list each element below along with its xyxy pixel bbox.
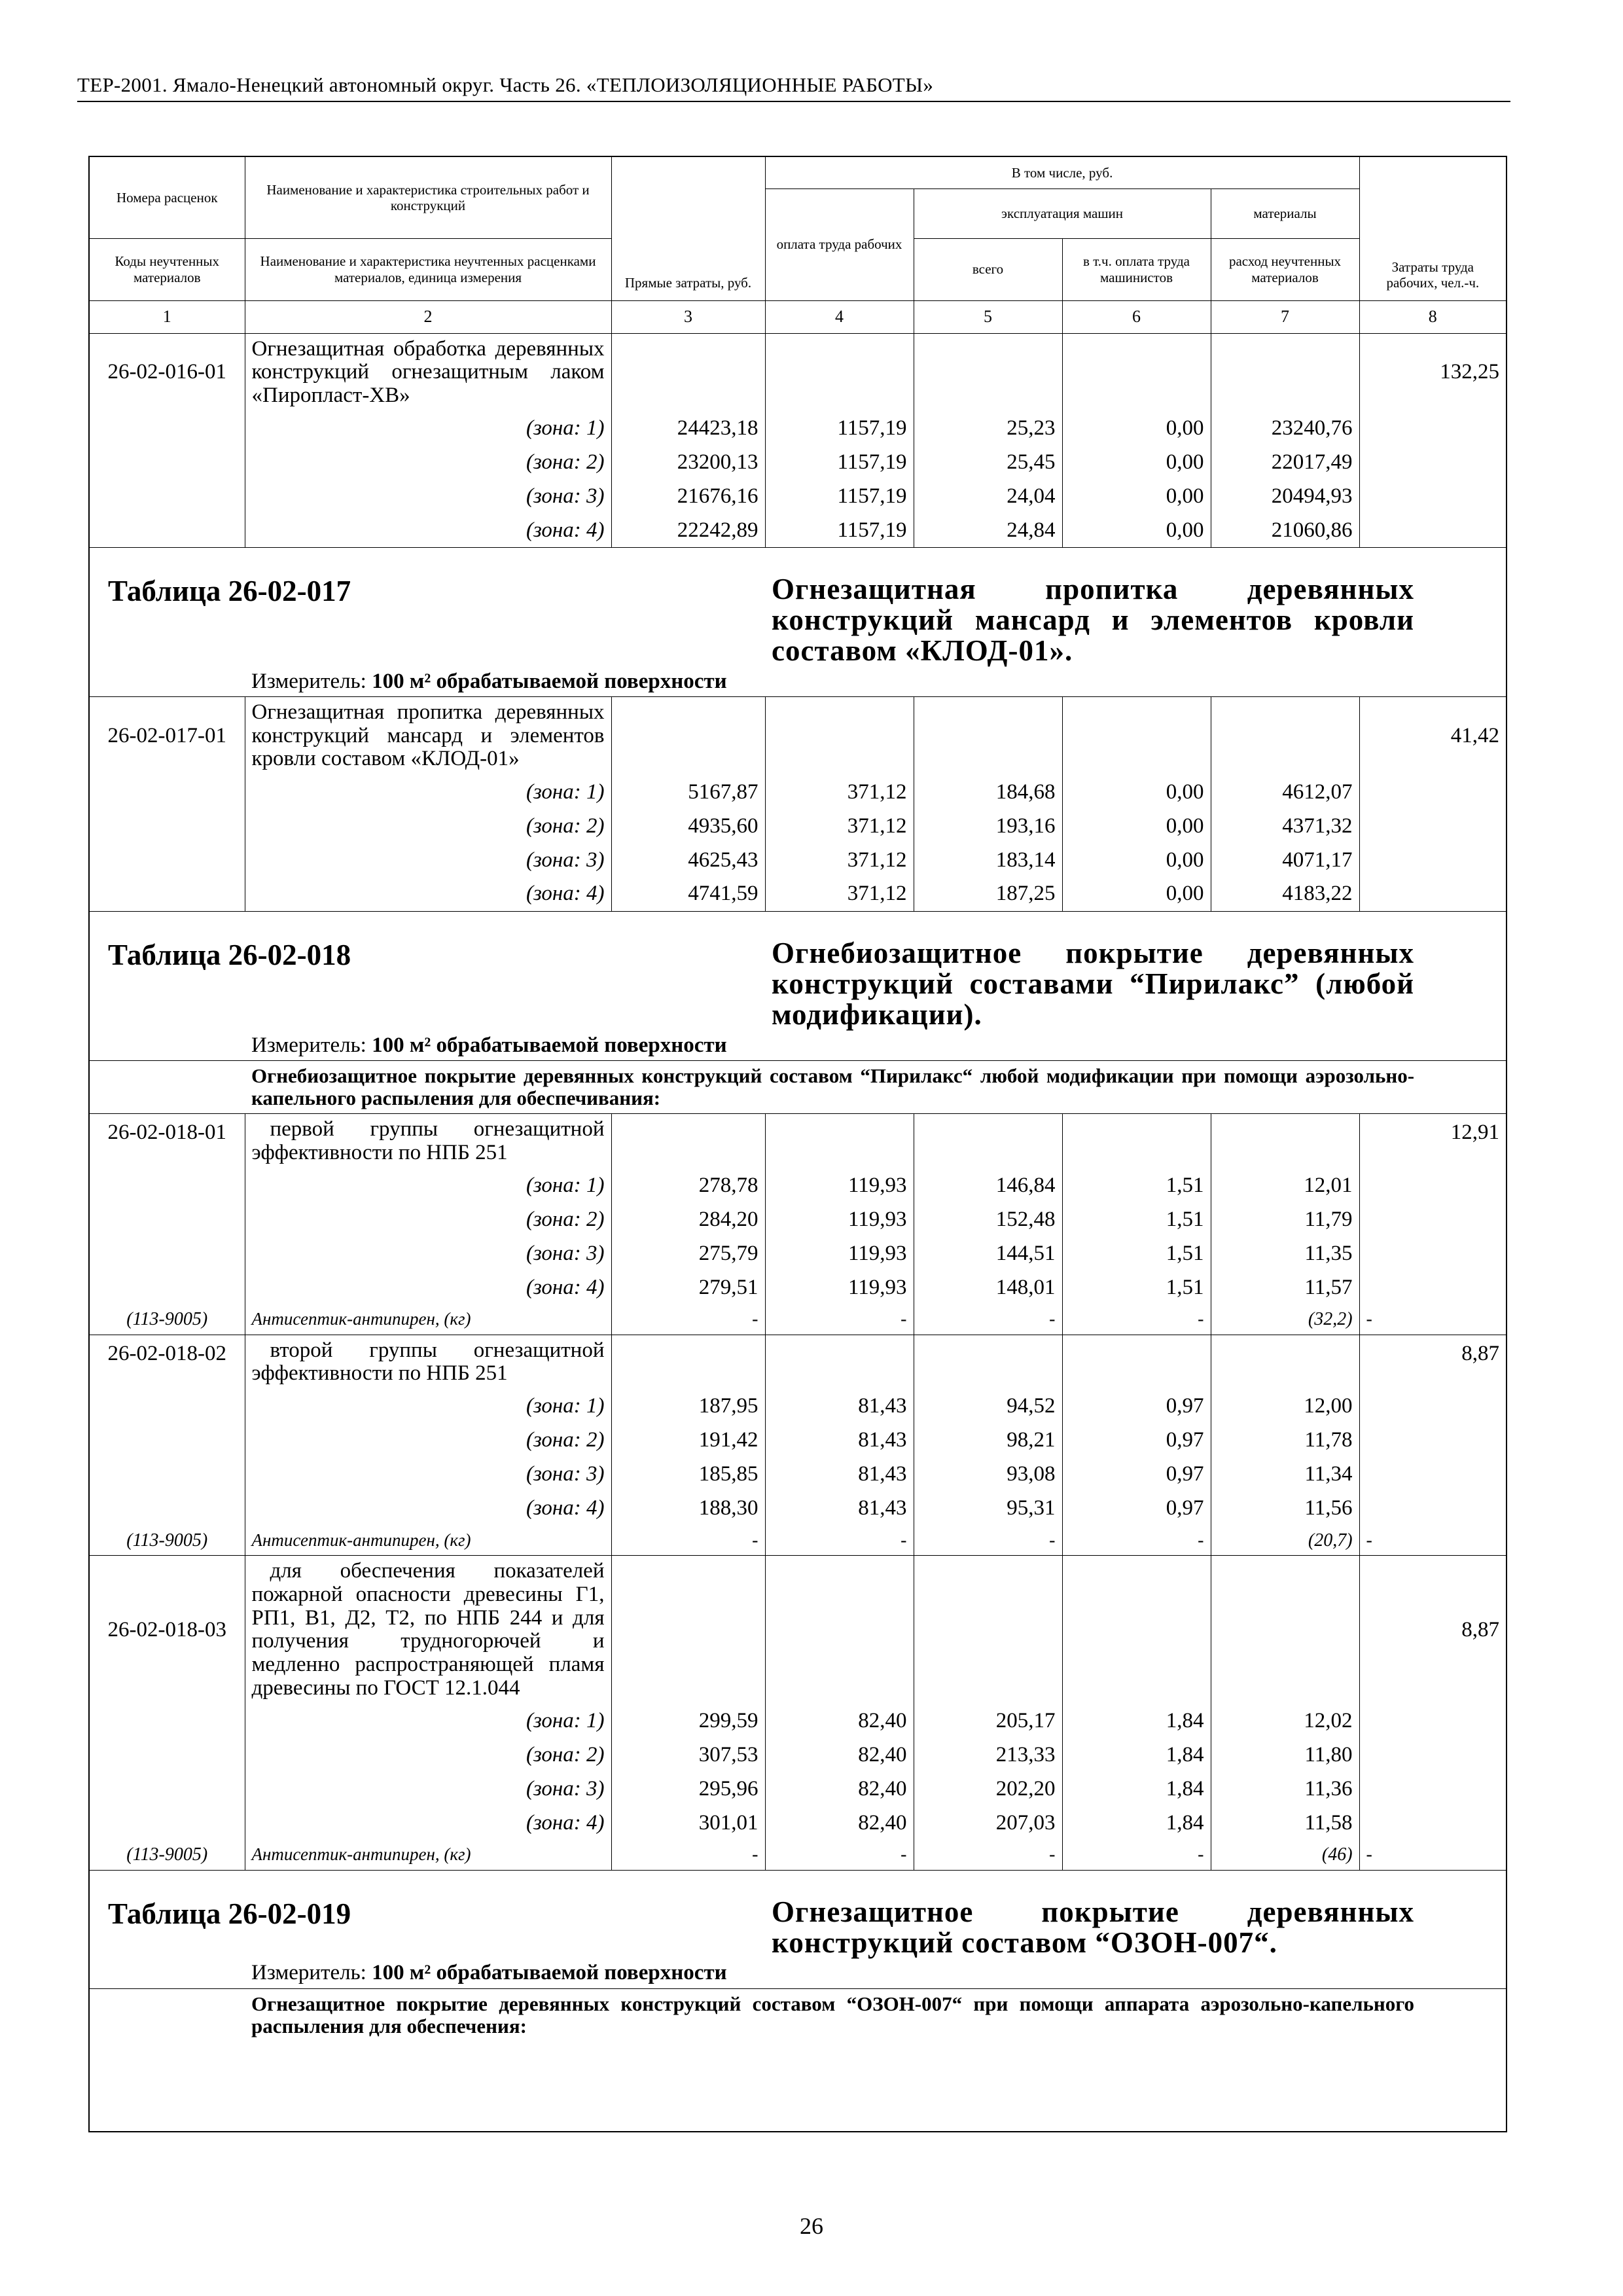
direct-cost: 188,30	[611, 1492, 765, 1526]
machinist-pay: 1,51	[1062, 1168, 1211, 1202]
material-code: (113-9005)	[90, 1526, 245, 1556]
zone-label: (зона: 4)	[245, 1806, 611, 1840]
measure-row	[90, 1958, 1506, 1988]
rates-table	[90, 157, 1506, 2041]
col6-header: в т.ч. оплата труда машинистов	[1062, 238, 1211, 300]
machines-total: 144,51	[914, 1236, 1062, 1270]
machinist-pay: 1,84	[1062, 1772, 1211, 1806]
dash: -	[765, 1840, 914, 1870]
zone-row	[90, 1202, 1506, 1236]
measure-value: 100 м² обрабатываемой поверхности	[372, 669, 727, 693]
col3-header: Прямые затраты, руб.	[611, 157, 765, 300]
rate-code: 26-02-017-01	[90, 697, 245, 775]
labor-pay: 82,40	[765, 1704, 914, 1738]
direct-cost: 4935,60	[611, 809, 765, 843]
materials-cost: 11,34	[1211, 1458, 1359, 1492]
zone-row	[90, 1168, 1506, 1202]
dash: -	[914, 1304, 1062, 1335]
zone-label: (зона: 3)	[245, 843, 611, 877]
material-code: (113-9005)	[90, 1304, 245, 1335]
col-num: 3	[611, 300, 765, 333]
labor-pay: 1157,19	[765, 445, 914, 479]
machines-total: 24,84	[914, 513, 1062, 547]
table-label: Таблица 26-02-019	[108, 1897, 351, 1930]
machines-total: 152,48	[914, 1202, 1062, 1236]
rate-name: Огнезащитная обработка деревянных конструкций огнезащитным лаком «Пиропласт-ХВ»	[245, 333, 611, 411]
page-number: 26	[800, 2213, 823, 2239]
measure-prefix: Измеритель:	[251, 669, 366, 693]
labor-pay: 82,40	[765, 1806, 914, 1840]
rate-row	[90, 333, 1506, 411]
measure	[245, 667, 1506, 697]
labor-pay: 82,40	[765, 1772, 914, 1806]
col2-top-header: Наименование и характеристика строительных работ и конструкций	[245, 157, 611, 238]
labor-cost: 8,87	[1461, 1341, 1500, 1365]
material-quantity: (20,7)	[1211, 1526, 1359, 1556]
labor-pay: 371,12	[765, 775, 914, 809]
measure-row	[90, 667, 1506, 697]
zone-label: (зона: 3)	[245, 1772, 611, 1806]
materials-cost: 4371,32	[1211, 809, 1359, 843]
machinist-pay: 0,00	[1062, 809, 1211, 843]
materials-header: материалы	[1211, 188, 1359, 238]
dash: -	[611, 1526, 765, 1556]
rate-name: второй группы огнезащитной эффективности по НПБ 251	[245, 1335, 611, 1390]
col-num: 1	[90, 300, 245, 333]
direct-cost: 187,95	[611, 1390, 765, 1424]
zone-row	[90, 411, 1506, 445]
rate-code: 26-02-018-03	[90, 1556, 245, 1704]
dash: -	[1366, 1308, 1372, 1329]
zone-label: (зона: 2)	[245, 1738, 611, 1772]
direct-cost: 299,59	[611, 1704, 765, 1738]
rate-name: для обеспечения показателей пожарной опасности древесины Г1, РП1, В1, Д2, Т2, по НПБ 244 и для получения трудногорючей и медленно распространяющей пламя древесины по ГОСТ 12.1.044	[245, 1556, 611, 1704]
machines-total: 25,45	[914, 445, 1062, 479]
materials-cost: 11,80	[1211, 1738, 1359, 1772]
labor-pay: 371,12	[765, 809, 914, 843]
machinist-pay: 0,97	[1062, 1390, 1211, 1424]
zone-label: (зона: 1)	[245, 775, 611, 809]
direct-cost: 185,85	[611, 1458, 765, 1492]
machinist-pay: 1,84	[1062, 1738, 1211, 1772]
machinist-pay: 0,97	[1062, 1424, 1211, 1458]
zone-label: (зона: 3)	[245, 479, 611, 513]
direct-cost: 275,79	[611, 1236, 765, 1270]
material-name: Антисептик-антипирен, (кг)	[245, 1840, 611, 1870]
direct-cost: 307,53	[611, 1738, 765, 1772]
direct-cost: 22242,89	[611, 513, 765, 547]
zone-row	[90, 843, 1506, 877]
materials-cost: 20494,93	[1211, 479, 1359, 513]
machinist-pay: 0,97	[1062, 1492, 1211, 1526]
zone-label: (зона: 2)	[245, 1424, 611, 1458]
direct-cost: 5167,87	[611, 775, 765, 809]
zone-row	[90, 1738, 1506, 1772]
rate-code: 26-02-018-02	[90, 1335, 245, 1390]
table-title-block	[90, 911, 1506, 1030]
zone-label: (зона: 2)	[245, 445, 611, 479]
section-description: Огнезащитное покрытие деревянных конструкций составом “ОЗОН-007“ при помощи аппарата аэрозольно-капельного распыления для обеспечения:	[251, 1992, 1415, 2037]
machinist-pay: 1,84	[1062, 1704, 1211, 1738]
zone-row	[90, 1270, 1506, 1304]
machinist-pay: 1,51	[1062, 1270, 1211, 1304]
machines-total: 93,08	[914, 1458, 1062, 1492]
machinist-pay: 0,00	[1062, 445, 1211, 479]
measure-value: 100 м² обрабатываемой поверхности	[372, 1961, 727, 1985]
zone-label: (зона: 4)	[245, 1492, 611, 1526]
materials-cost: 11,58	[1211, 1806, 1359, 1840]
labor-pay: 119,93	[765, 1236, 914, 1270]
dash: -	[1366, 1844, 1372, 1865]
table-title-block	[90, 1870, 1506, 1958]
zone-label: (зона: 3)	[245, 1458, 611, 1492]
labor-pay: 371,12	[765, 877, 914, 911]
table-label: Таблица 26-02-017	[108, 574, 351, 607]
machinist-pay: 0,00	[1062, 479, 1211, 513]
machines-total: 187,25	[914, 877, 1062, 911]
zone-label: (зона: 4)	[245, 513, 611, 547]
dash: -	[611, 1840, 765, 1870]
machinist-pay: 0,00	[1062, 775, 1211, 809]
rate-row	[90, 1335, 1506, 1390]
dash: -	[1366, 1530, 1372, 1551]
group-header: В том числе, руб.	[765, 157, 1359, 188]
machinist-pay: 0,00	[1062, 877, 1211, 911]
labor-pay: 1157,19	[765, 411, 914, 445]
materials-cost: 4071,17	[1211, 843, 1359, 877]
measure	[245, 1958, 1506, 1988]
machines-total: 148,01	[914, 1270, 1062, 1304]
machines-total: 183,14	[914, 843, 1062, 877]
materials-cost: 22017,49	[1211, 445, 1359, 479]
material-row	[90, 1526, 1506, 1556]
machinist-pay: 0,00	[1062, 513, 1211, 547]
labor-cost: 12,91	[1450, 1120, 1500, 1144]
materials-cost: 12,00	[1211, 1390, 1359, 1424]
dash: -	[914, 1526, 1062, 1556]
zone-label: (зона: 1)	[245, 1390, 611, 1424]
dash: -	[765, 1526, 914, 1556]
table-title: Огнебиозащитное покрытие деревянных конструкций составами “Пирилакс” (любой модификации).	[772, 936, 1415, 1031]
materials-cost: 4612,07	[1211, 775, 1359, 809]
col4-header: оплата труда рабочих	[765, 188, 914, 300]
column-number-row	[90, 300, 1506, 333]
measure-row	[90, 1030, 1506, 1060]
materials-cost: 4183,22	[1211, 877, 1359, 911]
col-num: 7	[1211, 300, 1359, 333]
materials-cost: 11,35	[1211, 1236, 1359, 1270]
material-name: Антисептик-антипирен, (кг)	[245, 1304, 611, 1335]
dash: -	[765, 1304, 914, 1335]
zone-row	[90, 479, 1506, 513]
machinist-pay: 1,84	[1062, 1806, 1211, 1840]
table-label: Таблица 26-02-018	[108, 938, 351, 971]
zone-row	[90, 775, 1506, 809]
machinist-pay: 0,00	[1062, 843, 1211, 877]
rate-name: первой группы огнезащитной эффективности по НПБ 251	[245, 1113, 611, 1168]
zone-row	[90, 513, 1506, 547]
zone-label: (зона: 1)	[245, 411, 611, 445]
materials-cost: 23240,76	[1211, 411, 1359, 445]
table-title: Огнезащитное покрытие деревянных конструкций составом “ОЗОН-007“.	[772, 1895, 1415, 1959]
machines-total: 24,04	[914, 479, 1062, 513]
machines-total: 98,21	[914, 1424, 1062, 1458]
materials-cost: 11,56	[1211, 1492, 1359, 1526]
col-num: 5	[914, 300, 1062, 333]
zone-row	[90, 809, 1506, 843]
col2-bottom-header: Наименование и характеристика неучтенных расценками материалов, единица измерения	[245, 238, 611, 300]
col7-header: расход неучтенных материалов	[1211, 238, 1359, 300]
col-num: 6	[1062, 300, 1211, 333]
labor-pay: 81,43	[765, 1390, 914, 1424]
col1-top-header: Номера расценок	[90, 157, 245, 238]
col5-header: всего	[914, 238, 1062, 300]
material-name: Антисептик-антипирен, (кг)	[245, 1526, 611, 1556]
materials-cost: 12,01	[1211, 1168, 1359, 1202]
col8-header: Затраты труда рабочих, чел.-ч.	[1386, 259, 1480, 291]
rate-row	[90, 1113, 1506, 1168]
zone-label: (зона: 2)	[245, 809, 611, 843]
dash: -	[1062, 1526, 1211, 1556]
zone-row	[90, 1458, 1506, 1492]
materials-cost: 21060,86	[1211, 513, 1359, 547]
labor-pay: 1157,19	[765, 479, 914, 513]
dash: -	[611, 1304, 765, 1335]
labor-pay: 119,93	[765, 1168, 914, 1202]
labor-cost: 132,25	[1440, 360, 1500, 384]
zone-row	[90, 877, 1506, 911]
machines-total: 205,17	[914, 1704, 1062, 1738]
machines-total: 202,20	[914, 1772, 1062, 1806]
labor-pay: 82,40	[765, 1738, 914, 1772]
zone-row	[90, 1772, 1506, 1806]
exploit-header: эксплуатация машин	[914, 188, 1211, 238]
zone-label: (зона: 2)	[245, 1202, 611, 1236]
machines-total: 146,84	[914, 1168, 1062, 1202]
material-code: (113-9005)	[90, 1840, 245, 1870]
material-row	[90, 1304, 1506, 1335]
zone-row	[90, 1424, 1506, 1458]
direct-cost: 4625,43	[611, 843, 765, 877]
zone-row	[90, 1492, 1506, 1526]
labor-pay: 119,93	[765, 1270, 914, 1304]
direct-cost: 279,51	[611, 1270, 765, 1304]
machines-total: 213,33	[914, 1738, 1062, 1772]
rate-row	[90, 697, 1506, 775]
table-title-block	[90, 547, 1506, 666]
measure-value: 100 м² обрабатываемой поверхности	[372, 1033, 727, 1057]
zone-label: (зона: 3)	[245, 1236, 611, 1270]
labor-pay: 81,43	[765, 1424, 914, 1458]
labor-pay: 371,12	[765, 843, 914, 877]
measure-prefix: Измеритель:	[251, 1961, 366, 1985]
labor-pay: 81,43	[765, 1492, 914, 1526]
labor-pay: 1157,19	[765, 513, 914, 547]
col1-bottom-header: Коды неучтенных материалов	[90, 238, 245, 300]
dash: -	[1062, 1840, 1211, 1870]
section-description: Огнебиозащитное покрытие деревянных конструкций составом “Пирилакс“ любой модификации при помощи аэрозольно-капельного распыления для обеспечивания:	[251, 1064, 1415, 1109]
zone-label: (зона: 4)	[245, 1270, 611, 1304]
zone-label: (зона: 4)	[245, 877, 611, 911]
zone-label: (зона: 1)	[245, 1704, 611, 1738]
direct-cost: 295,96	[611, 1772, 765, 1806]
direct-cost: 4741,59	[611, 877, 765, 911]
machinist-pay: 0,00	[1062, 411, 1211, 445]
material-row	[90, 1840, 1506, 1870]
machines-total: 207,03	[914, 1806, 1062, 1840]
direct-cost: 23200,13	[611, 445, 765, 479]
direct-cost: 301,01	[611, 1806, 765, 1840]
rate-name: Огнезащитная пропитка деревянных конструкций мансард и элементов кровли составом «КЛОД-01»	[245, 697, 611, 775]
rate-code: 26-02-016-01	[90, 333, 245, 411]
machinist-pay: 1,51	[1062, 1202, 1211, 1236]
zone-row	[90, 1390, 1506, 1424]
machines-total: 193,16	[914, 809, 1062, 843]
rates-table-frame	[88, 156, 1507, 2132]
material-quantity: (46)	[1211, 1840, 1359, 1870]
col-num: 4	[765, 300, 914, 333]
materials-cost: 11,36	[1211, 1772, 1359, 1806]
rate-row	[90, 1556, 1506, 1704]
labor-pay: 81,43	[765, 1458, 914, 1492]
labor-cost: 41,42	[1450, 724, 1500, 748]
dash: -	[1062, 1304, 1211, 1335]
running-header: ТЕР-2001. Ямало-Ненецкий автономный округ. Часть 26. «ТЕПЛОИЗОЛЯЦИОННЫЕ РАБОТЫ»	[77, 73, 1510, 102]
machinist-pay: 1,51	[1062, 1236, 1211, 1270]
machinist-pay: 0,97	[1062, 1458, 1211, 1492]
zone-row	[90, 1236, 1506, 1270]
zone-row	[90, 445, 1506, 479]
measure	[245, 1030, 1506, 1060]
table-title: Огнезащитная пропитка деревянных конструкций мансард и элементов кровли составом «КЛОД-01».	[772, 572, 1415, 668]
direct-cost: 278,78	[611, 1168, 765, 1202]
materials-cost: 11,78	[1211, 1424, 1359, 1458]
zone-label: (зона: 1)	[245, 1168, 611, 1202]
materials-cost: 11,79	[1211, 1202, 1359, 1236]
zone-row	[90, 1704, 1506, 1738]
col-num: 8	[1428, 307, 1437, 326]
zone-row	[90, 1806, 1506, 1840]
direct-cost: 191,42	[611, 1424, 765, 1458]
materials-cost: 12,02	[1211, 1704, 1359, 1738]
section-desc-row	[90, 1060, 1506, 1113]
labor-cost: 8,87	[1461, 1617, 1500, 1641]
col-num: 2	[245, 300, 611, 333]
machines-total: 95,31	[914, 1492, 1062, 1526]
material-quantity: (32,2)	[1211, 1304, 1359, 1335]
machines-total: 184,68	[914, 775, 1062, 809]
rate-code: 26-02-018-01	[90, 1113, 245, 1168]
dash: -	[914, 1840, 1062, 1870]
labor-pay: 119,93	[765, 1202, 914, 1236]
machines-total: 25,23	[914, 411, 1062, 445]
section-desc-row	[90, 1988, 1506, 2041]
measure-prefix: Измеритель:	[251, 1033, 366, 1057]
materials-cost: 11,57	[1211, 1270, 1359, 1304]
direct-cost: 21676,16	[611, 479, 765, 513]
direct-cost: 284,20	[611, 1202, 765, 1236]
direct-cost: 24423,18	[611, 411, 765, 445]
machines-total: 94,52	[914, 1390, 1062, 1424]
